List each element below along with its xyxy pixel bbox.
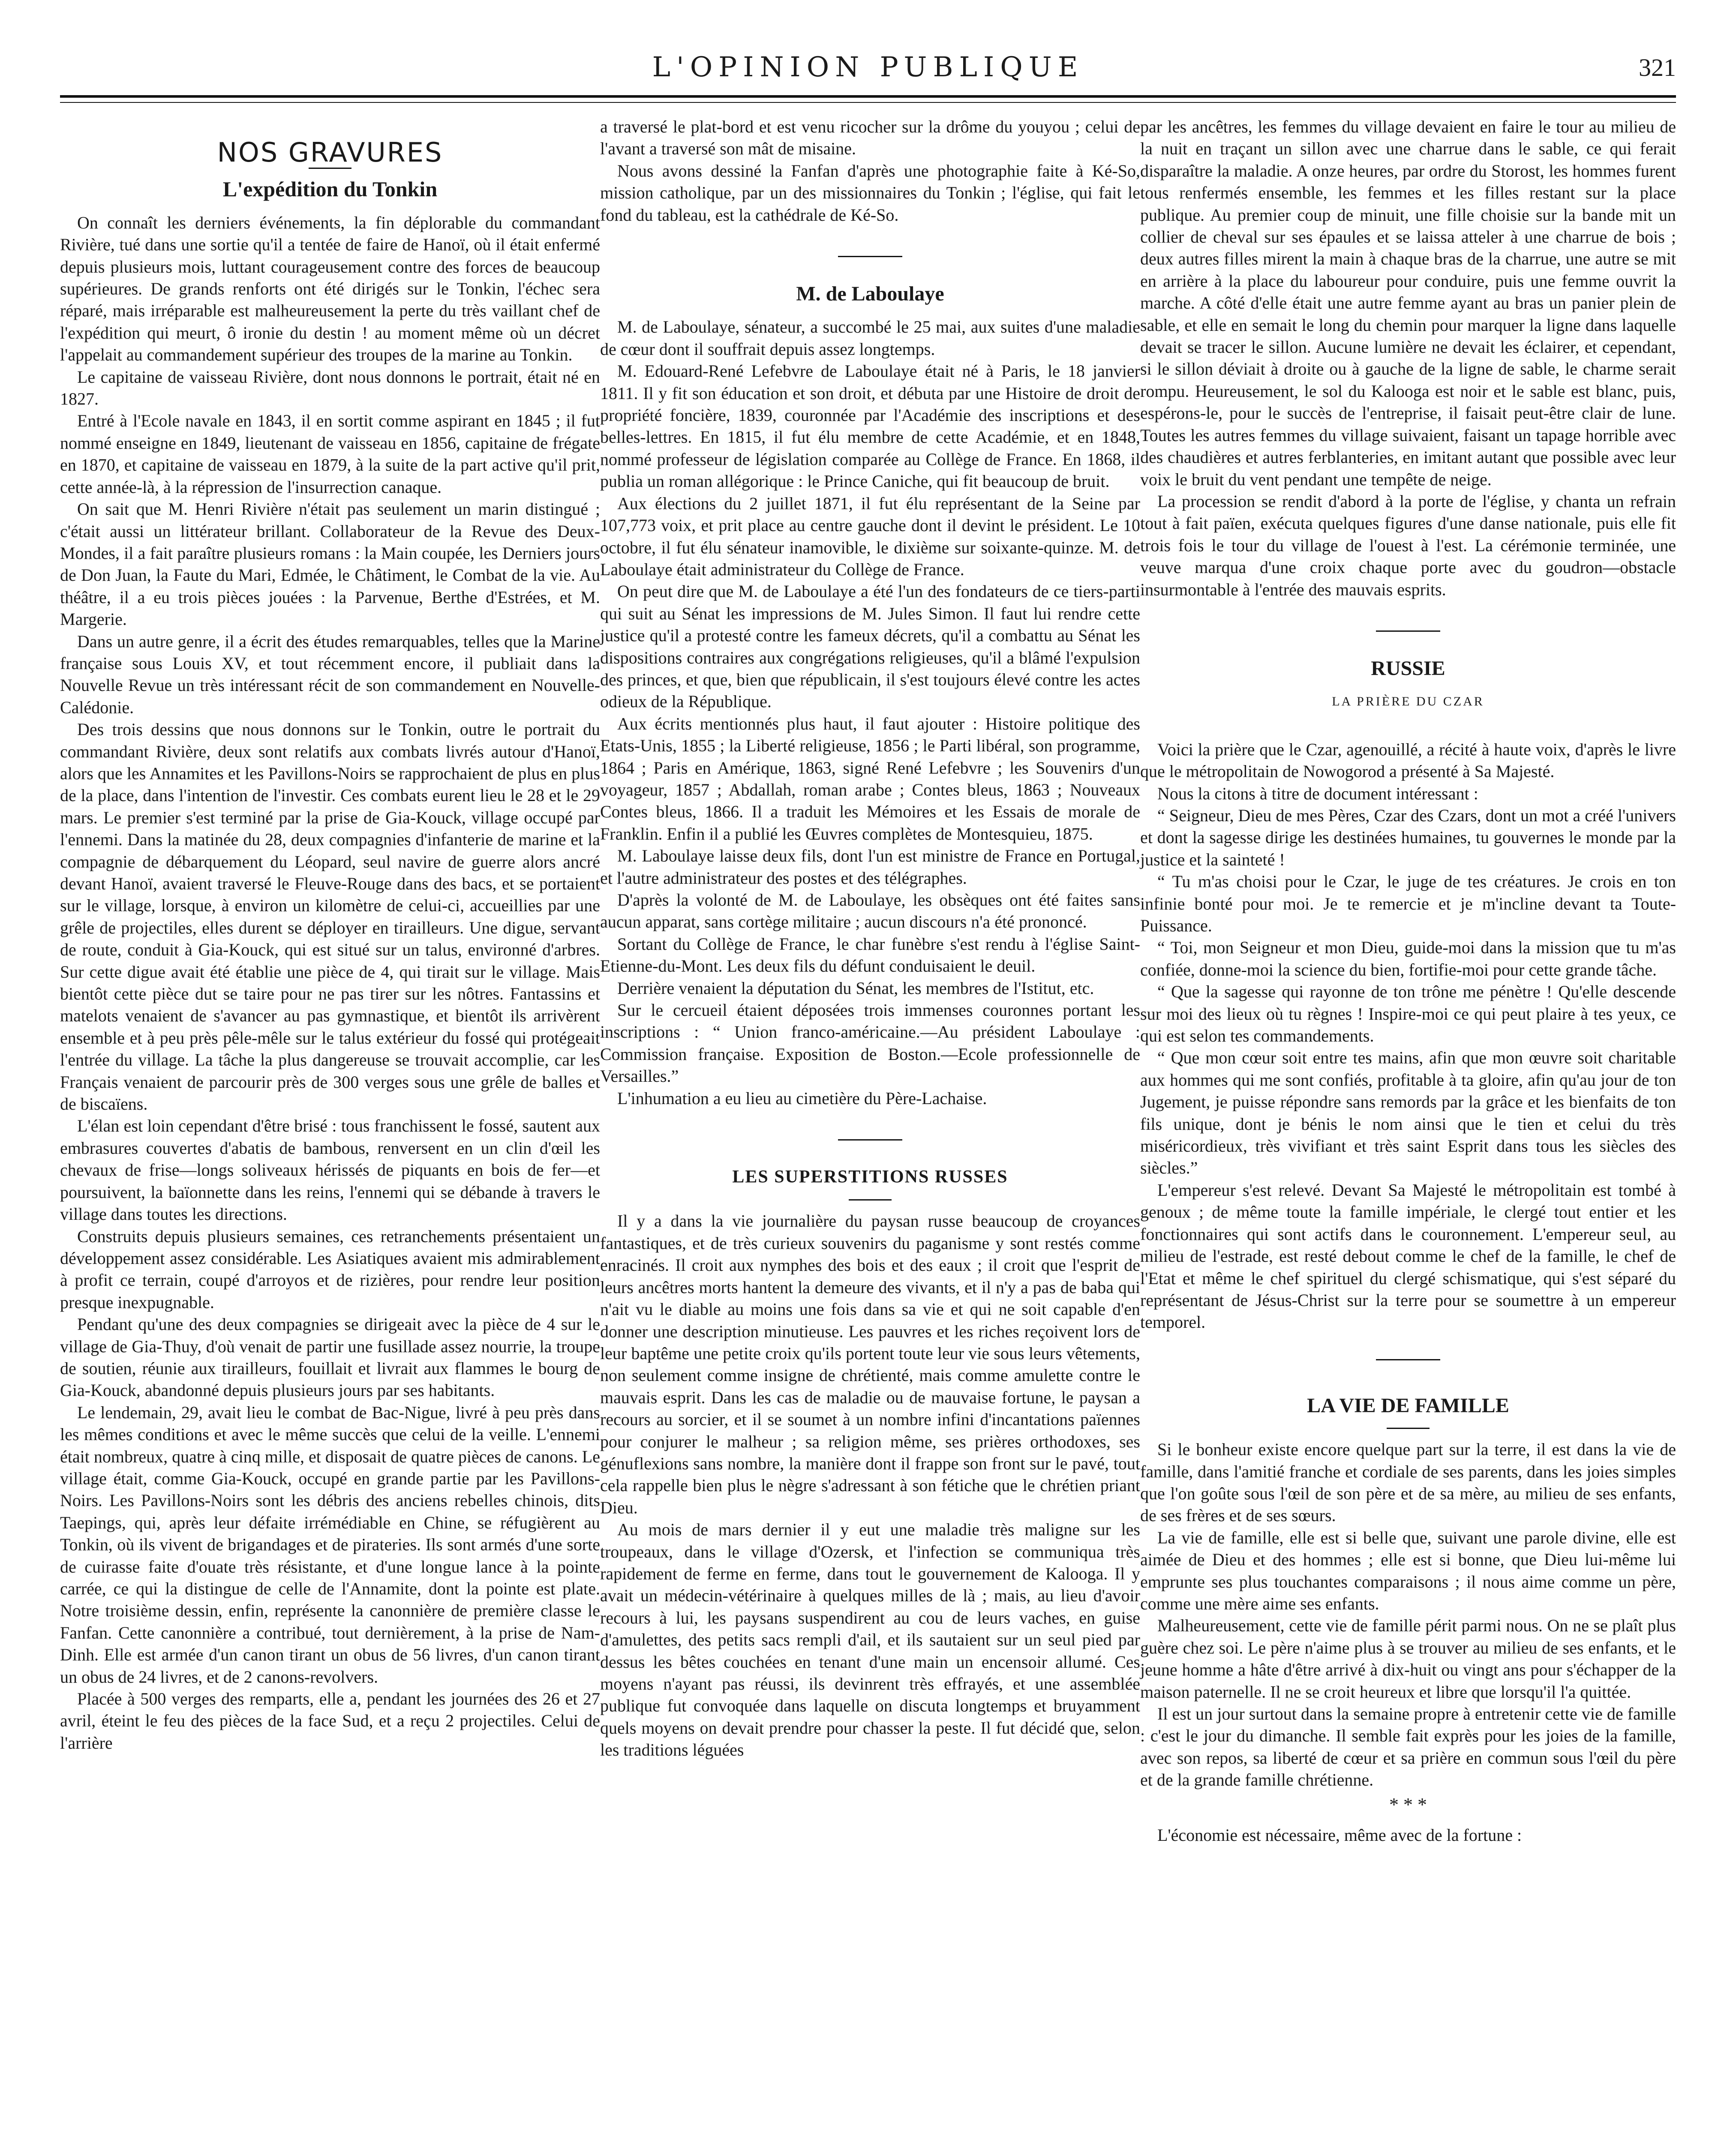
article-title-tonkin: L'expédition du Tonkin [222, 177, 438, 201]
paragraph: L'économie est nécessaire, même avec de la fortune : [1157, 1825, 1522, 1845]
paragraph: Il est un jour surtout dans la semaine propre à entretenir cette vie de famille : c'est le jour du dimanche. Il semble fait exprès pour les joies de la famille, avec son repos, sa liberté de cœur et sa prière en commun sous l'œil du père et de la grande famille chrétienne. [1140, 1704, 1676, 1790]
article-title-famille: LA VIE DE FAMILLE [1307, 1394, 1509, 1417]
paragraph: Des trois dessins que nous donnons sur le Tonkin, outre le portrait du commandant Rivière, deux sont relatifs aux combats livrés autour d'Hanoï, alors que les Annamites et les Pavillons-Noirs se rapprochaient de plus en plus de la place, dans l'intention de l'investir. Ces combats eurent lieu le 28 et le 29 mars. Le premier s'est terminé par la prise de Gia-Kouck, village occupé par l'ennemi. Dans la matinée du 28, deux compagnies d'infanterie de marine et la compagnie de débarquement du Léopard, seul navire de guerre alors ancré devant Hanoï, avaient traversé le Fleuve-Rouge dans des bacs, et se portaient sur le village, lorsque, à environ un kilomètre de celui-ci, accueillies par une grêle de projectiles, elles durent se déployer en tirailleurs. Une digue, servant de route, conduit à Gia-Kouck, qui est situé sur un talus, environné d'arbres. Sur cette digue avait été établie une pièce de 4, qui tirait sur le village. Mais bientôt cette pièce dut se taire pour ne pas tirer sur les nôtres. Fantassins et matelots venaient de s'avancer au pas gymnastique, et bientôt ils arrivèrent ensemble et à peu près pêle-mêle sur le talus extérieur du fossé qui protégeait l'entrée du village. La tâche la plus dangereuse se trouvait accomplie, car les Français venaient de parcourir près de 300 verges sous une grêle de balles et de biscaïens. [60, 720, 600, 1114]
tonkin-body [60, 212, 600, 1754]
paragraph: a traversé le plat-bord et est venu ricocher sur la drôme du youyou ; celui de l'avant a traversé son mât de misaine. [600, 117, 1140, 159]
header-rule-thick [60, 95, 1676, 98]
paragraph: Il y a dans la vie journalière du paysan russe beaucoup de croyances fantastiques, et de très curieux souvenirs du paganisme y sont restés comme enracinés. Il croit aux nymphes des bois et des eaux ; il croit que l'esprit de leurs ancêtres morts hantent la demeure des vivants, et il n'y a pas de baba qui n'ait vu le diable au moins une fois dans sa vie et qui ne soit capable d'en donner une description minutieuse. Les pauvres et les riches reçoivent lors de leur baptême une petite croix qu'ils portent toute leur vie sous leurs vêtements, non seulement comme insigne de chrétienté, mais comme amulette contre le mauvais esprit. Dans les cas de maladie ou de mauvaise fortune, le paysan a recours au sorcier, et il se soumet à un nombre infini d'incantations païennes pour conjurer le malheur ; sa religion même, ses prières orthodoxes, ses génuflexions sans nombre, la manière dont il frappe son front sur le pavé, tout cela rappelle bien plus le nègre s'adressant à son fétiche que le chrétien priant Dieu. [600, 1211, 1140, 1517]
article-subtitle-priere: LA PRIÈRE DU CZAR [1332, 694, 1484, 709]
paragraph: Placée à 500 verges des remparts, elle a, pendant les journées des 26 et 27 avril, éteint le feu des pièces de la face Sud, et a reçu 2 projectiles. Celui de l'arrière [60, 1689, 600, 1753]
section-divider [838, 256, 902, 257]
page-number: 321 [1639, 54, 1676, 81]
paragraph: Pendant qu'une des deux compagnies se dirigeait avec la pièce de 4 sur le village de Gia-Thuy, d'où venait de partir une fusillade assez nourrie, la troupe de soutien, réunie aux tirailleurs, fouillait et livrait aux flammes le bourg de Gia-Kouck, abandonné depuis plusieurs jours par ses habitants. [60, 1315, 600, 1400]
paragraph: L'inhumation a eu lieu au cimetière du Père-Lachaise. [617, 1088, 987, 1108]
article-title-superstitions: LES SUPERSTITIONS RUSSES [732, 1167, 1008, 1187]
paragraph: Si le bonheur existe encore quelque part sur la terre, il est dans la vie de famille, dans l'amitié franche et cordiale de ses parents, dans les joies simples que l'on goûte sous l'œil de son père et de sa mère, au milieu de ses enfants, de ses frères et de ses sœurs. [1140, 1440, 1676, 1525]
page-header [60, 51, 1676, 90]
paragraph: Le capitaine de vaisseau Rivière, dont nous donnons le portrait, était né en 1827. [60, 367, 600, 409]
paragraph: Nous la citons à titre de document intéressant : [1157, 783, 1478, 803]
paragraph: M. Edouard-René Lefebvre de Laboulaye était né à Paris, le 18 janvier 1811. Il y fit son éducation et son droit, et débuta par une Histoire de droit de propriété foncière, 1839, couronnée par l'Académie des inscriptions et des belles-lettres. En 1815, il fut élu membre de cette Académie, et en 1848, nommé professeur de législation comparée au Collège de France. En 1868, il publia un roman allégorique : le Prince Caniche, qui fit beaucoup de bruit. [600, 361, 1140, 491]
paragraph: D'après la volonté de M. de Laboulaye, les obsèques ont été faites sans aucun apparat, sans cortège militaire ; aucun discours n'a été prononcé. [600, 890, 1140, 932]
article-title-laboulaye: M. de Laboulaye [796, 282, 944, 306]
paragraph: Dans un autre genre, il a écrit des études remarquables, telles que la Marine française sous Louis XV, et tout récemment encore, il publiait dans la Nouvelle Revue un très intéressant récit de son commandement en Nouvelle-Calédonie. [60, 631, 600, 717]
masthead: L'OPINION PUBLIQUE [652, 51, 1084, 83]
paragraph: “ Toi, mon Seigneur et mon Dieu, guide-moi dans la mission que tu m'as confiée, donne-moi la science du bien, fortifie-moi pour cette grande tâche. [1140, 938, 1676, 979]
title-underline [849, 1199, 892, 1201]
paragraph: Le lendemain, 29, avait lieu le combat de Bac-Nigue, livré à peu près dans les mêmes conditions et avec le même succès que celui de la veille. L'ennemi était nombreux, quatre à cinq mille, et disposait de quatre pièces de canons. Le village était, comme Gia-Kouck, occupé en grande partie par les Pavillons-Noirs. Les Pavillons-Noirs sont les débris des anciens rebelles chinois, dits Taepings, qui, après leur défaite irrémédiable en Chine, se réfugièrent au Tonkin, où ils vivent de brigandages et de pirateries. Ils sont armés d'une sorte de cuirasse faite d'ouate très résistante, et d'une longue lance à la pointe carrée, ce qui la distingue de celle de l'Annamite, dont la pointe est plate. Notre troisième dessin, enfin, représente la canonnière de première classe le Fanfan. Cette canonnière a contribué, tout dernièrement, à la prise de Nam-Dinh. Elle est armée d'un canon tirant un obus de 56 livres, d'un canon tirant un obus de 24 livres, et de 2 canons-revolvers. [60, 1402, 600, 1687]
paragraph: “ Tu m'as choisi pour le Czar, le juge de tes créatures. Je crois en ton infinie bonté pour moi. Je te remercie et je m'incline devant ta Toute-Puissance. [1140, 872, 1676, 935]
section-divider [1376, 630, 1440, 632]
paragraph: L'empereur s'est relevé. Devant Sa Majesté le métropolitain est tombé à genoux ; de même toute la famille impériale, le clergé tout entier et les fonctionnaires qui sont actifs dans le couronnement. L'empereur seul, au milieu de l'estrade, est resté debout comme le chef de la famille, le chef de l'Etat et même le chef spirituel du clergé schismatique, qui s'est séparé du représentant de Jésus-Christ sur la terre pour se soumettre à un empereur temporel. [1140, 1180, 1676, 1332]
section-title-nos-gravures: NOS GRAVURES [217, 137, 443, 168]
paragraph: Au mois de mars dernier il y eut une maladie très maligne sur les troupeaux, dans le village d'Ozersk, et l'infection se communiqua très rapidement de ferme en ferme, dans tout le gouvernement de Kalooga. Il y avait un médecin-vétérinaire à quelques milles de là ; mais, au lieu d'avoir recours à lui, les paysans suspendirent au cou de leurs vaches, en guise d'amulettes, des petits sacs rempli d'ail, et ils sautaient sur un seul pied par dessus les bêtes couchées en tenant d'une main un encensoir allumé. Ces moyens n'ayant pas réussi, ils devinrent très effrayés, et une assemblée publique fut convoquée dans laquelle on discuta longtemps et bruyamment quels moyens on devait prendre pour chasser la peste. Il fut décidé que, selon les traditions léguées [600, 1520, 1140, 1760]
article-title-russie: RUSSIE [1371, 657, 1445, 680]
asterism: * * * [1389, 1794, 1427, 1815]
title-underline [1387, 1428, 1430, 1429]
paragraph: par les ancêtres, les femmes du village devaient en faire le tour au milieu de la nuit en traçant un sillon avec une charrue dans le sable, ce qui ferait disparaître la maladie. A onze heures, par ordre du Storost, les hommes furent tous renfermés ensemble, les femmes et les filles restant sur la place publique. Au premier coup de minuit, une fille choisie sur la bande mit un collier de cheval sur ses épaules et se laissa atteler à une charrue de bois ; deux autres filles mirent la main à chaque bras de la charrue, une autre se mit en arrière à la place du laboureur pour conduire, puis une femme ouvrit la marche. A côté d'elle était une autre femme ayant au bras un panier plein de sable, et elle en semait le long du chemin pour marquer la ligne dans laquelle devait se tracer le sillon. Aucune lumière ne devait les éclairer, et cependant, si le sillon déviait à droite ou à gauche de la ligne de sable, le charme serait rompu. Heureusement, le sol du Kalooga est noir et le sable est blanc, puis, espérons-le, pour le succès de l'entreprise, il faisait peut-être clair de lune. Toutes les autres femmes du village suivaient, faisant un tapage horrible avec des chaudières et autres ferblanteries, en imitant autant que possible avec leur voix le bruit du vent pendant une tempête de neige. [1140, 117, 1676, 489]
paragraph: Malheureusement, cette vie de famille périt parmi nous. On ne se plaît plus guère chez soi. Le père n'aime plus à se trouver au milieu de ses enfants, et le jeune homme a hâte d'être arrivé à dix-huit ou vingt ans pour s'échapper de la maison paternelle. Il ne se croit heureux et libre que lorsqu'il l'a quittée. [1140, 1616, 1676, 1702]
paragraph: Sur le cercueil étaient déposées trois immenses couronnes portant les inscriptions : “ Union franco-américaine.—Au président Laboulaye : Commission française. Exposition de Boston.—Ecole professionnelle de Versailles.” [600, 1000, 1140, 1086]
paragraph: “ Que mon cœur soit entre tes mains, afin que mon œuvre soit charitable aux hommes qui me sont confiés, profitable à ta gloire, afin qu'au jour de ton Jugement, je puisse répondre sans remords par la grâce et les bienfaits de ton fils unique, dont je bénis le nom ainsi que le tien et celui du très miséricordieux, très vivifiant et très saint Esprit dans tous les siècles des siècles.” [1140, 1048, 1676, 1178]
paragraph: Aux élections du 2 juillet 1871, il fut élu représentant de la Seine par 107,773 voix, et prit place au centre gauche dont il devint le président. Le 10 octobre, il fut élu sénateur inamovible, le dixième sur soixante-quinze. M. de Laboulaye était administrateur du Collège de France. [600, 493, 1140, 579]
paragraph: On connaît les derniers événements, la fin déplorable du commandant Rivière, tué dans une sortie qu'il a tentée de faire de Hanoï, où il était enfermé depuis plusieurs mois, luttant courageusement contre des forces de beaucoup supérieures. De grands renforts ont été dirigés sur le Tonkin, l'échec sera réparé, mais irréparable est malheureusement la perte du très vaillant chef de l'expédition qui meurt, ô ironie du destin ! au moment même où un décret l'appelait au commandement supérieur des troupes de la marine au Tonkin. [60, 213, 600, 365]
paragraph: Voici la prière que le Czar, agenouillé, a récité à haute voix, d'après le livre que le métropolitain de Nowogorod a présenté à Sa Majesté. [1140, 739, 1676, 781]
paragraph: Aux écrits mentionnés plus haut, il faut ajouter : Histoire politique des Etats-Unis, 1855 ; la Liberté religieuse, 1856 ; le Parti libéral, son programme, 1864 ; Paris en Amérique, 1863, signé René Lefebvre ; les Souvenirs d'un voyageur, 1857 ; Abdallah, roman arabe ; Contes bleus, 1863 ; Nouveaux Contes bleus, 1866. Il a traduit les Mémoires et les Essais de morale de Franklin. Enfin il a publié les Œuvres complètes de Montesquieu, 1875. [600, 714, 1140, 843]
paragraph: Sortant du Collège de France, le char funèbre s'est rendu à l'église Saint-Etienne-du-Mont. Les deux fils du défunt conduisaient le deuil. [600, 934, 1140, 976]
header-rule-thin [60, 102, 1676, 103]
paragraph: Entré à l'Ecole navale en 1843, il en sortit comme aspirant en 1845 ; il fut nommé enseigne en 1849, lieutenant de vaisseau en 1856, capitaine de frégate en 1870, et capitaine de vaisseau en 1879, à la suite de la part active qu'il prit, cette année-là, à la répression de l'insurrection canaque. [60, 411, 600, 497]
paragraph: “ Que la sagesse qui rayonne de ton trône me pénètre ! Qu'elle descende sur moi des lieux où tu règnes ! Inspire-moi ce qui peut plaire à tes yeux, ce qui est selon tes commandements. [1140, 982, 1676, 1046]
section-divider [1376, 1359, 1440, 1360]
paragraph: La procession se rendit d'abord à la porte de l'église, y chanta un refrain tout à fait païen, exécuta quelques figures d'une danse nationale, puis elle fit trois fois le tour du village de l'ouest à l'est. La cérémonie terminée, une veuve marqua d'une croix chaque porte avec du goudron—obstacle insurmontable à l'entrée des mauvais esprits. [1140, 491, 1676, 599]
paragraph: On peut dire que M. de Laboulaye a été l'un des fondateurs de ce tiers-parti qui suit au Sénat les impressions de M. Jules Simon. Il faut lui rendre cette justice qu'il a protesté contre les fameux décrets, qu'il a combattu au Sénat les dispositions contraires aux congrégations religieuses, qu'il a blâmé l'expulsion des princes, et que, bien que républicain, il s'est toujours élevé contre les actes odieux de la République. [600, 582, 1140, 711]
paragraph: La vie de famille, elle est si belle que, suivant une parole divine, elle est aimée de Dieu et des hommes ; elle est si bonne, que Dieu lui-même lui emprunte ses plus touchantes comparaisons ; il nous aime comme un père, comme une mère aime ses enfants. [1140, 1528, 1676, 1613]
paragraph: Construits depuis plusieurs semaines, ces retranchements présentaient un développement assez considérable. Les Asiatiques avaient mis admirablement à profit ce terrain, coupé d'arroyos et de rizières, pour rendre leur position presque inexpugnable. [60, 1226, 600, 1312]
paragraph: M. de Laboulaye, sénateur, a succombé le 25 mai, aux suites d'une maladie de cœur dont il souffrait depuis assez longtemps. [600, 317, 1140, 359]
section-divider [838, 1139, 902, 1141]
column-1 [60, 116, 600, 1754]
paragraph: M. Laboulaye laisse deux fils, dont l'un est ministre de France en Portugal, et l'autre administrateur des postes et des télégraphes. [600, 846, 1140, 888]
paragraph: On sait que M. Henri Rivière n'était pas seulement un marin distingué ; c'était aussi un littérateur brillant. Collaborateur de la Revue des Deux-Mondes, il a fait paraître plusieurs romans : la Main coupée, les Derniers jours de Don Juan, la Faute du Mari, Edmée, le Châtiment, le Combat de la vie. Au théâtre, il a eu trois pièces jouées : la Parvenue, Berthe d'Estrées, et M. Margerie. [60, 499, 600, 629]
column-3 [1140, 116, 1676, 1846]
paragraph: L'élan est loin cependant d'être brisé : tous franchissent le fossé, sautent aux embrasures couvertes d'abatis de bambous, renversent en un clin d'œil les chevaux de frise—longs soliveaux hérissés de piquants en bois de fer—et poursuivent, la baïonnette dans les reins, l'ennemi qui se débande à travers le village dans toutes les directions. [60, 1116, 600, 1224]
paragraph: “ Seigneur, Dieu de mes Pères, Czar des Czars, dont un mot a créé l'univers et dont la sagesse dirige les destinées humaines, tu gouvernes le monde par la justice et la sainteté ! [1140, 805, 1676, 869]
paragraph: Nous avons dessiné la Fanfan d'après une photographie faite à Ké-So, mission catholique, par un des missionnaires du Tonkin ; l'église, qui fait le fond du tableau, est la cathédrale de Ké-So. [600, 161, 1140, 225]
column-2 [600, 116, 1140, 1761]
paragraph: Derrière venaient la députation du Sénat, les membres de l'Istitut, etc. [617, 978, 1094, 998]
